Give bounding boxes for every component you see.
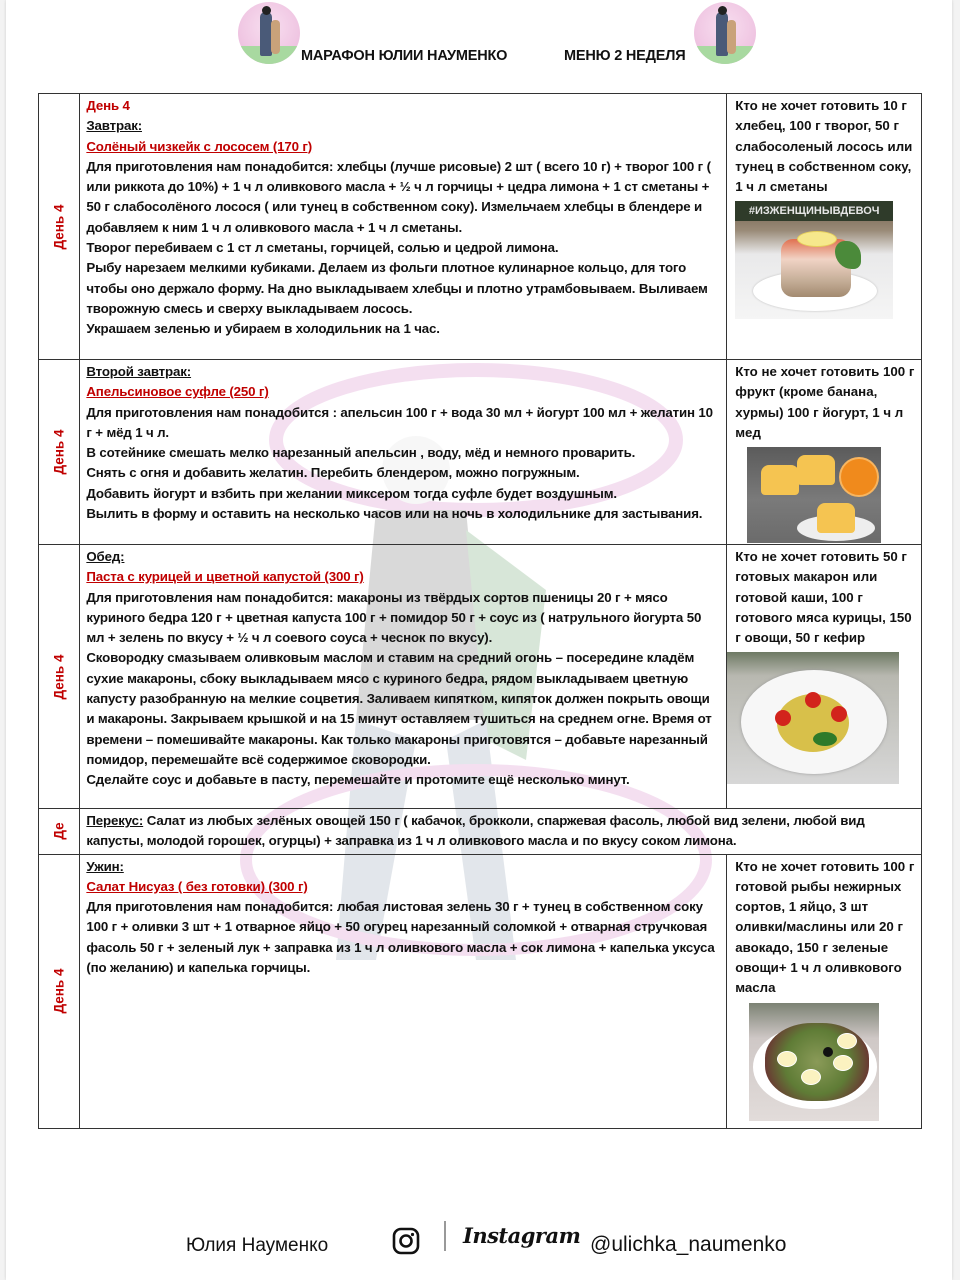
dish-title: Салат Нисуаз ( без готовки) (300 г) [86, 878, 308, 894]
pasta-photo [727, 652, 899, 784]
snack-label: Перекус: [86, 813, 144, 828]
alternative-text: Кто не хочет готовить 100 г готовой рыбы нежирных сортов, 1 яйцо, 3 шт оливки/маслины или 20 г авокадо, 150 г зеленые овощи+ 1 ч л оливкового масла [735, 858, 915, 996]
snack-cell [80, 809, 922, 855]
footer-divider [444, 1221, 446, 1251]
instagram-icon [392, 1227, 420, 1255]
photo-banner: #ИЗЖЕНЩИНЫВДЕВОЧ [735, 201, 893, 221]
table-row-lunch [39, 545, 922, 809]
recipe-text: Вылить в форму и оставить на несколько часов или на ночь в холодильнике для застывания. [86, 506, 703, 522]
table-row-second-breakfast [39, 360, 922, 545]
table-row-dinner [39, 854, 922, 1128]
menu-table [38, 93, 922, 1129]
recipe-text: Рыбу нарезаем мелкими кубиками. Делаем из фольги плотное кулинарное кольцо, для того чтобы оно держало форму. На дно выкладываем хлебцы и плотно утрамбовываем. Выливаем творожную смесь и сверху выкладываем лосось. [86, 260, 708, 316]
day-cell [39, 94, 80, 360]
day-cell [39, 360, 80, 545]
day-heading: День 4 [86, 98, 130, 113]
cheesecake-photo [735, 201, 893, 319]
alternative-cell [727, 854, 922, 1128]
nicoise-salad-photo [749, 1003, 879, 1121]
snack-text: Салат из любых зелёных овощей 150 г ( кабачок, брокколи, спаржевая фасоль, любой вид зелени, любой вид капусты, молодой горошек, огурцы) + заправка из 1 ч л оливкового масла и по вкусу соком лимона. [86, 813, 865, 849]
day-label: День 4 [51, 429, 67, 475]
week-title: МЕНЮ 2 НЕДЕЛЯ [564, 48, 686, 64]
meal-label: Второй завтрак: [86, 364, 192, 379]
recipe-text: Украшаем зеленью и убираем в холодильник на 1 час. [86, 321, 440, 337]
instagram-handle[interactable]: @ulichka_naumenko [590, 1233, 787, 1256]
recipe-text: Снять с огня и добавить желатин. Перебить блендером, можно погружным. [86, 465, 580, 481]
marathon-title: МАРАФОН ЮЛИИ НАУМЕНКО [301, 48, 508, 64]
alternative-cell [727, 94, 922, 360]
instagram-wordmark: Instagram [463, 1223, 581, 1248]
table-row-breakfast [39, 94, 922, 360]
souffle-photo [747, 447, 881, 543]
footer [6, 1225, 952, 1265]
recipe-cell [80, 545, 727, 809]
recipe-text: В сотейнике смешать мелко нарезанный апельсин , воду, мёд и немного проварить. [86, 445, 636, 461]
day-cell [39, 854, 80, 1128]
recipe-cell [80, 360, 727, 545]
recipe-cell [80, 854, 727, 1128]
alternative-text: Кто не хочет готовить 50 г готовых макарон или готовой каши, 100 г готового мяса курицы, 150 г овощи, 50 г кефир [735, 549, 912, 646]
day-cell [39, 809, 80, 855]
alternative-cell [727, 360, 922, 545]
day-cell [39, 545, 80, 809]
recipe-text: Для приготовления нам понадобится: хлебцы (лучше рисовые) 2 шт ( всего 10 г) + творог 100 г ( или риккота до 10%) + 1 ч л оливкового масла + ½ ч л горчицы + цедра лимона + 1 ст сметаны + 50 г слабосолёного лосося ( или тунец в собственном соку). Измельчаем хлебцы в блендере и добавляем к ним 1 ч л оливкового масла + 1 ч л сметаны. [86, 158, 711, 235]
recipe-text: Сковородку смазываем оливковым маслом и ставим на средний огонь – посередине кладём сухие макароны, сбоку выкладываем мясо с куриного бедра, рядом выкладываем цветную капусту разобранную на мелкие соцветия. Заливаем кипятком, кипяток должен покрыть овощи и макароны. Закрываем крышкой и на 15 минут оставляем тушиться на среднем огне. Время от времени – помешивайте макароны. Как только макароны приготовятся – добавьте нарезанный помидор, перемешайте всё содержимое сковородки. [86, 650, 712, 767]
day-label: День 4 [51, 653, 67, 700]
recipe-text: Сделайте соус и добавьте в пасту, перемешайте и протомите ещё несколько минут. [86, 772, 630, 788]
day-label: День 4 [51, 968, 67, 1014]
recipe-text: Творог перебиваем с 1 ст л сметаны, горчицей, солью и цедрой лимона. [86, 240, 559, 256]
meal-label: Завтрак: [86, 118, 142, 134]
dish-title: Солёный чизкейк с лососем (170 г) [86, 138, 313, 154]
dish-title: Паста с курицей и цветной капустой (300 г) [86, 569, 364, 585]
day-label: День 4 [51, 203, 67, 250]
alternative-text: Кто не хочет готовить 100 г фрукт (кроме банана, хурмы) 100 г йогурт, 1 ч л мед [735, 364, 915, 440]
document-page [6, 0, 952, 1280]
marathon-logo-icon [238, 2, 300, 64]
marathon-logo-icon [694, 2, 756, 64]
dish-title: Апельсиновое суфле (250 г) [86, 384, 269, 400]
day-label-clipped: Де [51, 822, 67, 840]
meal-label: Ужин: [86, 858, 124, 874]
table-row-snack [39, 809, 922, 855]
recipe-text: Добавить йогурт и взбить при желании миксером тогда суфле будет воздушным. [86, 485, 617, 501]
alternative-cell [727, 545, 922, 809]
recipe-text: Для приготовления нам понадобится: любая листовая зелень 30 г + тунец в собственном соку 100 г + оливки 3 шт + 1 отварное яйцо + 50 огурец нарезанный соломкой + отварная стручковая фасоль 50 г + зеленый лук + заправка из 1 ч л оливкового масла + сок лимона + капелька уксуса (по желанию) и капелька горчицы. [86, 899, 715, 976]
recipe-text: Для приготовления нам понадобится : апельсин 100 г + вода 30 мл + йогурт 100 мл + желатин 10 г + мёд 1 ч л. [86, 404, 713, 440]
recipe-text: Для приготовления нам понадобится: макароны из твёрдых сортов пшеницы 20 г + мясо куриного бедра 120 г + цветная капуста 100 г + помидор 50 г + соус из ( натрульного йогурта 50 мл + зелень по вкусу + ½ ч л соевого соуса + чеснок по вкусу). [86, 589, 702, 646]
alternative-text: Кто не хочет готовить 10 г хлебец, 100 г творог, 50 г слабосоленый лосось или тунец в собственном соку, 1 ч л сметаны [735, 98, 913, 195]
author-name: Юлия Науменко [186, 1235, 329, 1256]
recipe-cell [80, 94, 727, 360]
meal-label: Обед: [86, 549, 125, 564]
